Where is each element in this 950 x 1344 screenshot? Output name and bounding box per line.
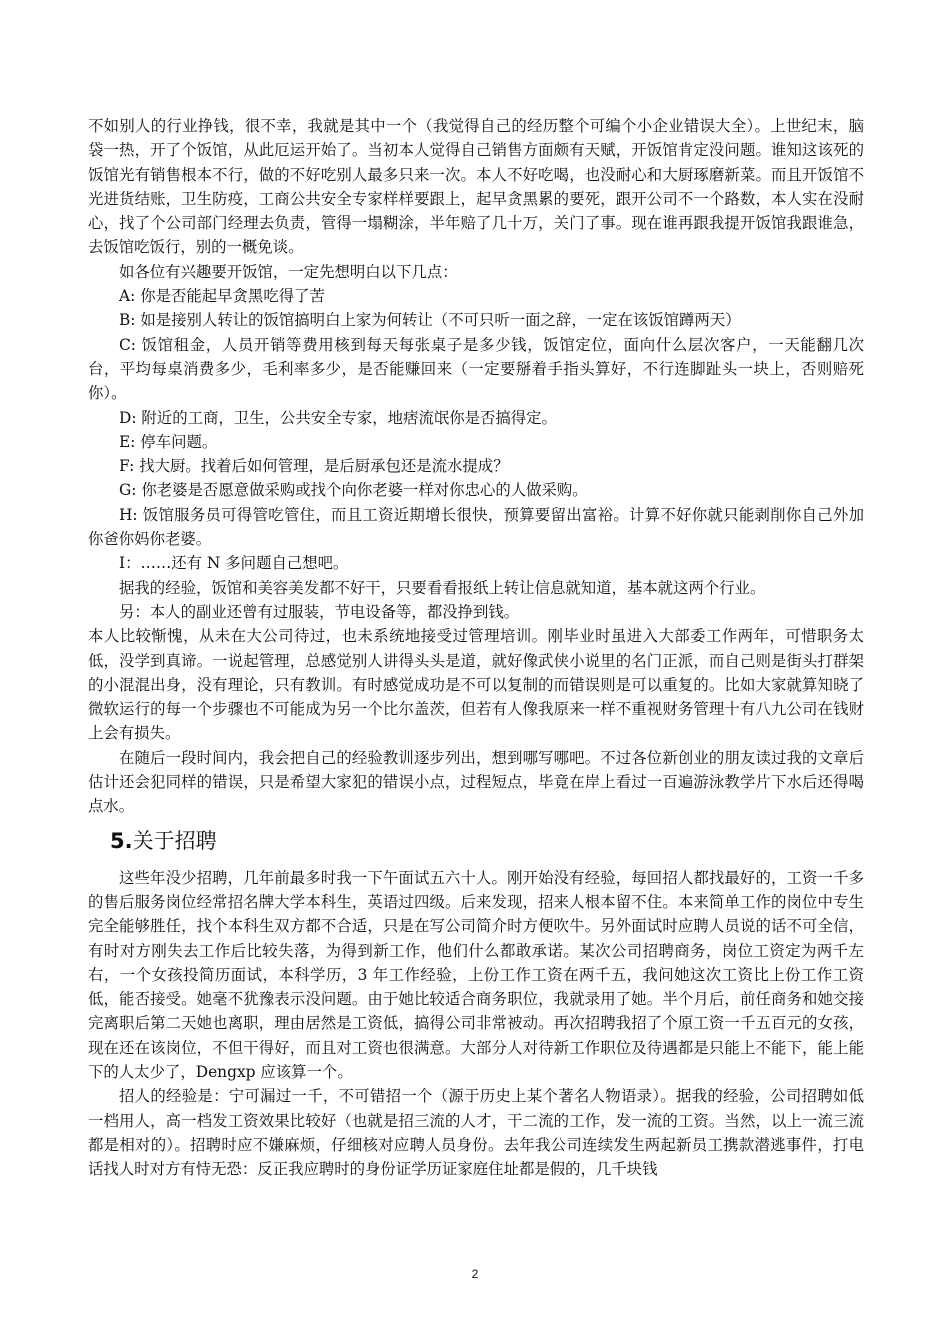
- paragraph-recruiting-advice: 招人的经验是：宁可漏过一千，不可错招一个（源于历史上某个著名人物语录）。据我的经验，公司招聘如低一档用人，高一档发工资效果比较好（也就是招三流的人才，干二流的工作，发一流的工资。当然，以上一流三流都是相对的）。招聘时应不嫌麻烦，仔细核对应聘人员身份。去年我公司连续发生两起新员工携款潜逃事件，打电话找人时对方有恃无恐：反正我应聘时的身份证学历证家庭住址都是假的，几千块钱: [88, 1087, 864, 1179]
- paragraph-management: 本人比较惭愧，从未在大公司待过，也未系统地接受过管理培训。刚毕业时虽进入大部委工作两年，可惜职务太低，没学到真谛。一说起管理，总感觉别人讲得头头是道，就好像武侠小说里的名门正派，而自己则是街头打群架的小混混出身，没有理论，只有教训。有时感觉成功是不可以复制的而错误则是可以重复的。比如大家就算知晓了微软运行的每一个步骤也不可能成为另一个比尔盖茨，但若有人像我原来一样不重视财务管理十有八九公司在钱财上会有损失。: [88, 627, 864, 743]
- paragraph-recruiting-story: 这些年没少招聘，几年前最多时我一下午面试五六十人。刚开始没有经验，每回招人都找最好的，工资一千多的售后服务岗位经常招名牌大学本科生，英语过四级。后来发现，招来人根本留不住。本来简单工作的岗位中专生完全能够胜任，找个本科生双方都不合适，只是在写公司简介时方便吹牛。另外面试时应聘人员说的话不可全信，有时对方刚失去工作后比较失落，为得到新工作，他们什么都敢承诺。某次公司招聘商务，岗位工资定为两千左右，一个女孩投简历面试，本科学历，3 年工作经验，上份工作工资在两千五，我问她这次工资比上份工作工资低，能否接受。她毫不犹豫表示没问题。由于她比较适合商务职位，我就录用了她。半个月后，前任商务和她交接完离职后第二天她也离职，理由居然是工资低，搞得公司非常被动。再次招聘我招了个原工资一千五百元的女孩，现在还在该岗位，不但干得好，而且对工资也很满意。大部分人对待新工作职位及待遇都是只能上不能下，能上能下的人太少了，Dengxp 应该算一个。: [88, 868, 864, 1081]
- list-item-e: E: 停车问题。: [119, 432, 218, 451]
- section-heading: [110, 826, 864, 856]
- paragraph-restaurant-story: 不如别人的行业挣钱，很不幸，我就是其中一个（我觉得自己的经历整个可编个小企业错误大全）。上世纪末，脑袋一热，开了个饭馆，从此厄运开始了。当初本人觉得自己销售方面颇有天赋，开饭馆肯定没问题。谁知这该死的饭馆光有销售根本不行，做的不好吃别人最多只来一次。本人不好吃喝，也没耐心和大厨琢磨新菜。而且开饭馆不光进货结账，卫生防疫，工商公共安全专家样样要跟上，起早贪黑累的要死，跟开公司不一个路数，本人实在没耐心，找了个公司部门经理去负责，管得一塌糊涂，半年赔了几十万，关门了事。现在谁再跟我提开饭馆我跟谁急，去饭馆吃饭行，别的一概免谈。: [88, 117, 864, 257]
- list-item-d: D: 附近的工商，卫生，公共安全专家，地痞流氓你是否搞得定。: [119, 408, 557, 427]
- paragraph-lessons: 在随后一段时间内，我会把自己的经验教训逐步列出，想到哪写哪吧。不过各位新创业的朋友读过我的文章后估计还会犯同样的错误，只是希望大家犯的错误小点，过程短点，毕竟在岸上看过一百遍游泳教学片下水后还得喝点水。: [88, 748, 864, 816]
- list-item-f: F: 找大厨。找着后如何管理，是后厨承包还是流水提成？: [119, 457, 509, 476]
- list-item-a: A: 你是否能起早贪黑吃得了苦: [119, 287, 325, 306]
- list-item-g: G: 你老婆是否愿意做采购或找个向你老婆一样对你忠心的人做采购。: [119, 481, 588, 500]
- paragraph-experience: 据我的经验，饭馆和美容美发都不好干，只要看看报纸上转让信息就知道，基本就这两个行业。: [119, 578, 766, 597]
- document-page: [88, 114, 864, 1181]
- paragraph-checklist-intro: 如各位有兴趣要开饭馆，一定先想明白以下几点：: [119, 262, 458, 281]
- list-item-h: H: 饭馆服务员可得管吃管住，而且工资近期增长很快，预算要留出富裕。计算不好你就只能剥削你自己外加你爸你妈你老婆。: [88, 505, 864, 549]
- list-item-i: I：……还有 N 多问题自己想吧。: [119, 554, 349, 573]
- list-item-c: C: 饭馆租金，人员开销等费用核到每天每张桌子是多少钱，饭馆定位，面向什么层次客户，一天能翻几次台，平均每桌消费多少，毛利率多少，是否能赚回来（一定要掰着手指头算好，不行连脚趾头一块上，否则赔死你）。: [88, 335, 864, 403]
- section-number: 5.: [110, 828, 133, 853]
- page-number: 2: [471, 1267, 479, 1281]
- paragraph-side-business: 另：本人的副业还曾有过服装，节电设备等，都没挣到钱。: [119, 602, 520, 621]
- section-title: 关于招聘: [132, 828, 217, 853]
- list-item-b: B: 如是接别人转让的饭馆搞明白上家为何转让（不可只听一面之辞，一定在该饭馆蹲两天）: [119, 311, 741, 330]
